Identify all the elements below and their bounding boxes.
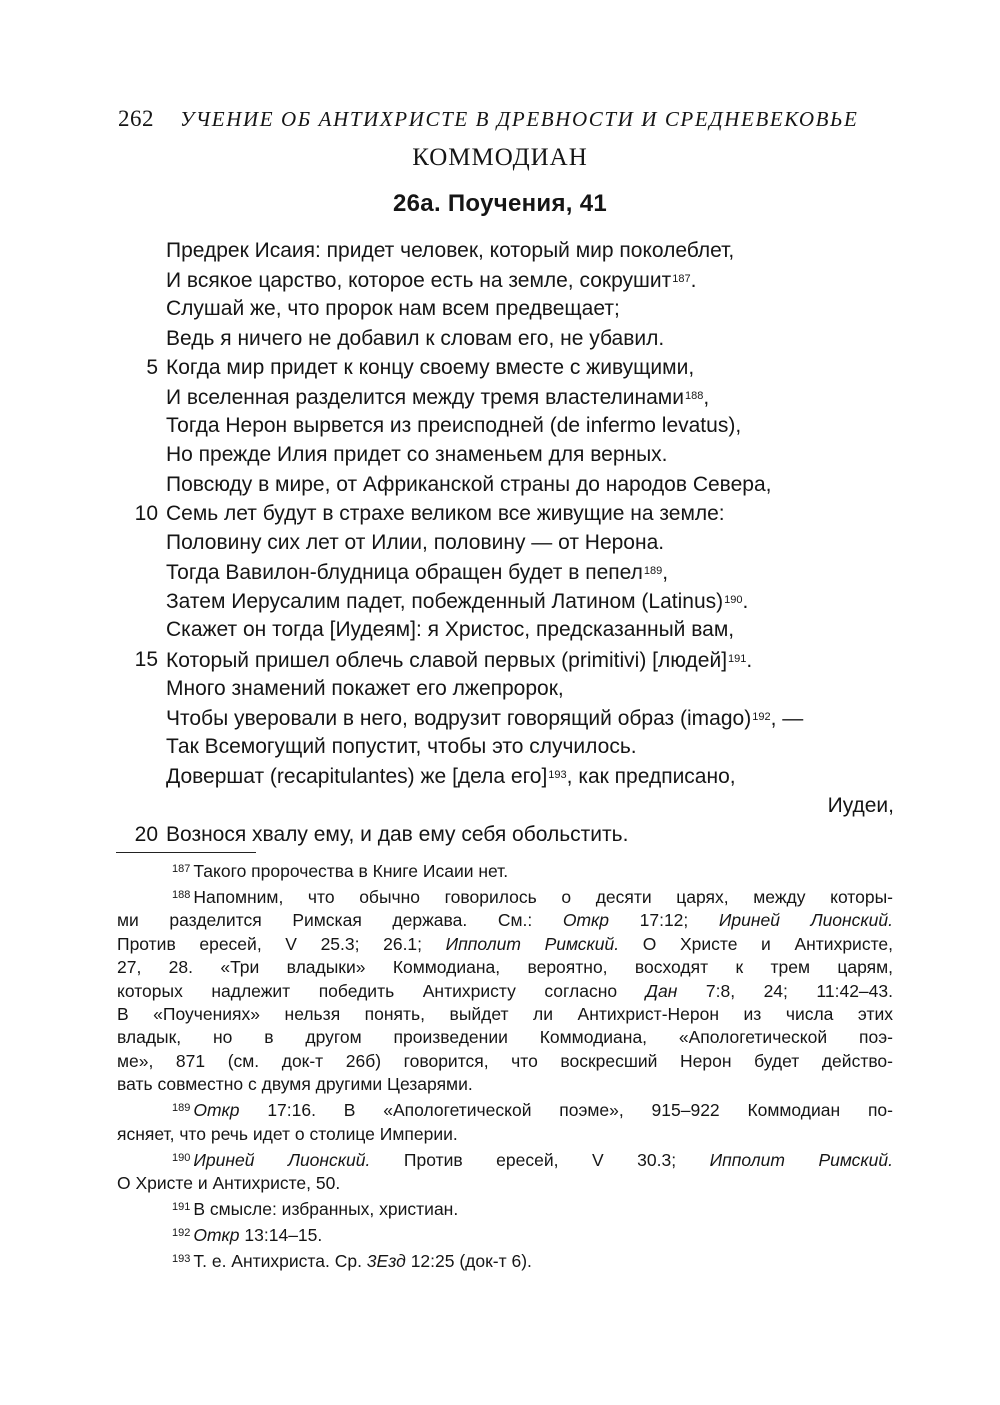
- footnote-reference: 192: [752, 711, 771, 723]
- verse-line: [124, 353, 904, 382]
- line-text: Вознося хвалу ему, и дав ему себя обольстить.: [166, 822, 629, 846]
- line-number: 15: [134, 647, 158, 671]
- line-number: [124, 674, 166, 703]
- work-heading: 26а. Поучения, 41: [393, 190, 607, 217]
- verse-line: [124, 791, 904, 820]
- line-text: Ведь я ничего не добавил к словам его, не убавил.: [166, 326, 665, 350]
- line-number: 5: [146, 355, 158, 379]
- verse-line: [124, 586, 904, 615]
- line-text: Затем Иерусалим падет, побежденный Латином (Latinus)$^{190}$.: [166, 590, 749, 614]
- verse-line: [124, 236, 904, 265]
- footnote-191: $^{191}$ В смысле: избранных, христиан.: [172, 1199, 459, 1220]
- verse-line: [124, 411, 904, 440]
- footnote-reference: 189: [643, 565, 663, 578]
- footnote-number: 189: [172, 1102, 191, 1115]
- line-text: Семь лет будут в страхе великом все живущие на земле:: [166, 501, 725, 525]
- line-number: [124, 557, 166, 586]
- line-text: Иудеи,: [827, 793, 894, 817]
- footnote-divider: [116, 852, 256, 853]
- verse-line: [124, 265, 904, 294]
- footnote-187: $^{187}$ Такого пророчества в Книге Исаии нет.: [172, 861, 509, 881]
- line-number: [124, 382, 166, 411]
- verse-line: [124, 499, 904, 528]
- footnote-190: $^{190}$ Ириней Лионский. Против ересей, V 30.3; Ипполит Римский. О Христе и Антихристе, 50.: [117, 1149, 893, 1194]
- footnote-number: 193: [172, 1253, 191, 1266]
- line-text: Половину сих лет от Илии, половину — от Нерона.: [166, 530, 665, 554]
- footnote-188: $^{188}$ Напомним, что обычно говорилось о десяти царях, между которы- ми разделится Римская держава. См.: Откр 17:12; Ириней Лионский. Против ересей, V 25.3; 26.1; Ипполит Римский. О Христе и Антихристе, 27, 28. «Три владыки» Коммодиана, вероятно, восходят к трем царям, которых надлежит победить Антихристу согласно Дан 7:8, 24; 11:42–43. В «Поучениях» нельзя понять, выйдет ли Антихрист-Нерон из числа этих владык, но в другом произведении Коммодиана, «Апологетической поэ- ме», 871 (см. док-т 26б) говорится, что воскресший Нерон будет действо- вать совместно с двумя другими Цезарями.: [117, 887, 894, 1095]
- verse-line: [124, 324, 904, 353]
- footnote-reference: 191: [728, 652, 747, 665]
- verse-line: [124, 732, 904, 761]
- footnote-number: 188: [172, 889, 191, 901]
- line-text: Довершат (recapitulantes) же [дела его]$^{193}$, как предписано,: [166, 765, 736, 789]
- line-number: [124, 528, 166, 557]
- line-text: Предрек Исаия: придет человек, который мир поколеблет,: [166, 239, 735, 262]
- line-number: [124, 440, 166, 469]
- line-number: [124, 791, 166, 820]
- verse-line: [124, 470, 904, 499]
- line-text: Повсюду в мире, от Африканской страны до народов Севера,: [166, 472, 772, 496]
- footnote-192: $^{192}$ Откр 13:14–15.: [172, 1225, 323, 1246]
- line-text: Так Всемогущий попустит, чтобы это случилось.: [166, 735, 637, 759]
- footnote-number: 187: [172, 863, 191, 875]
- footnote-number: 191: [172, 1201, 191, 1214]
- footnote-189: $^{189}$ Откр 17:16. В «Апологетической поэме», 915–922 Коммодиан по- ясняет, что речь идет о столице Империи.: [117, 1100, 893, 1144]
- line-number: [124, 703, 166, 732]
- line-text: Чтобы уверовали в него, водрузит говорящий образ (imago)$^{192}$, —: [166, 707, 804, 730]
- line-number: [124, 324, 166, 353]
- footnote-reference: 188: [684, 389, 704, 402]
- line-number: [124, 265, 166, 294]
- verse-line: [124, 645, 904, 674]
- footnote-reference: 187: [672, 273, 691, 286]
- line-text: Тогда Нерон вырвется из преисподней (de infermo levatus),: [166, 414, 742, 438]
- line-number: [124, 411, 166, 440]
- line-text: Слушай же, что пророк нам всем предвещает;: [166, 297, 620, 321]
- verse-line: [124, 674, 904, 703]
- line-number: 10: [134, 501, 158, 525]
- verse-line: [124, 382, 904, 411]
- verse-line: [124, 557, 904, 586]
- verse-line: [124, 703, 904, 732]
- line-number: [124, 615, 166, 644]
- verse-line: [124, 440, 904, 469]
- line-text: Скажет он тогда [Иудеям]: я Христос, предсказанный вам,: [166, 618, 735, 642]
- running-header: [118, 106, 898, 132]
- line-text: Когда мир придет к концу своему вместе с живущими,: [166, 355, 695, 379]
- line-text: И всякое царство, которое есть на земле, сокрушит$^{187}$.: [166, 269, 697, 293]
- verse-line: [124, 615, 904, 644]
- line-text: И вселенная разделится между тремя властелинами$^{188}$,: [166, 385, 710, 409]
- line-text: Но прежде Илия придет со знаменьем для верных.: [166, 443, 668, 467]
- verse-line: [124, 761, 904, 790]
- line-text: Много знамений покажет его лжепророк,: [166, 676, 564, 700]
- footnotes: [117, 858, 893, 1274]
- line-number: 20: [134, 822, 158, 846]
- footnote-number: 192: [172, 1227, 191, 1240]
- footnote-reference: 190: [724, 594, 743, 607]
- running-title: УЧЕНИЕ ОБ АНТИХРИСТЕ В ДРЕВНОСТИ И СРЕДНЕВЕКОВЬЕ: [180, 107, 859, 131]
- line-number: [124, 761, 166, 790]
- line-number: [124, 732, 166, 761]
- line-number: [124, 294, 166, 323]
- line-number: [124, 586, 166, 615]
- line-text: Который пришел облечь славой первых (primitivi) [людей]$^{191}$.: [166, 648, 753, 672]
- verse-line: [124, 528, 904, 557]
- line-text: Тогда Вавилон-блудница обращен будет в пепел$^{189}$,: [166, 561, 669, 585]
- footnote-number: 190: [172, 1151, 191, 1164]
- verse-line: [124, 294, 904, 323]
- line-number: [124, 470, 166, 499]
- footnote-reference: 193: [548, 769, 567, 782]
- verse-line: [124, 820, 904, 849]
- poem-text: [124, 236, 904, 849]
- footnote-193: $^{193}$ Т. е. Антихриста. Ср. 3Езд 12:25 (док-т 6).: [172, 1251, 532, 1272]
- author-heading: КОММОДИАН: [412, 144, 588, 171]
- page-number: 262: [118, 106, 154, 131]
- line-number: [124, 236, 166, 265]
